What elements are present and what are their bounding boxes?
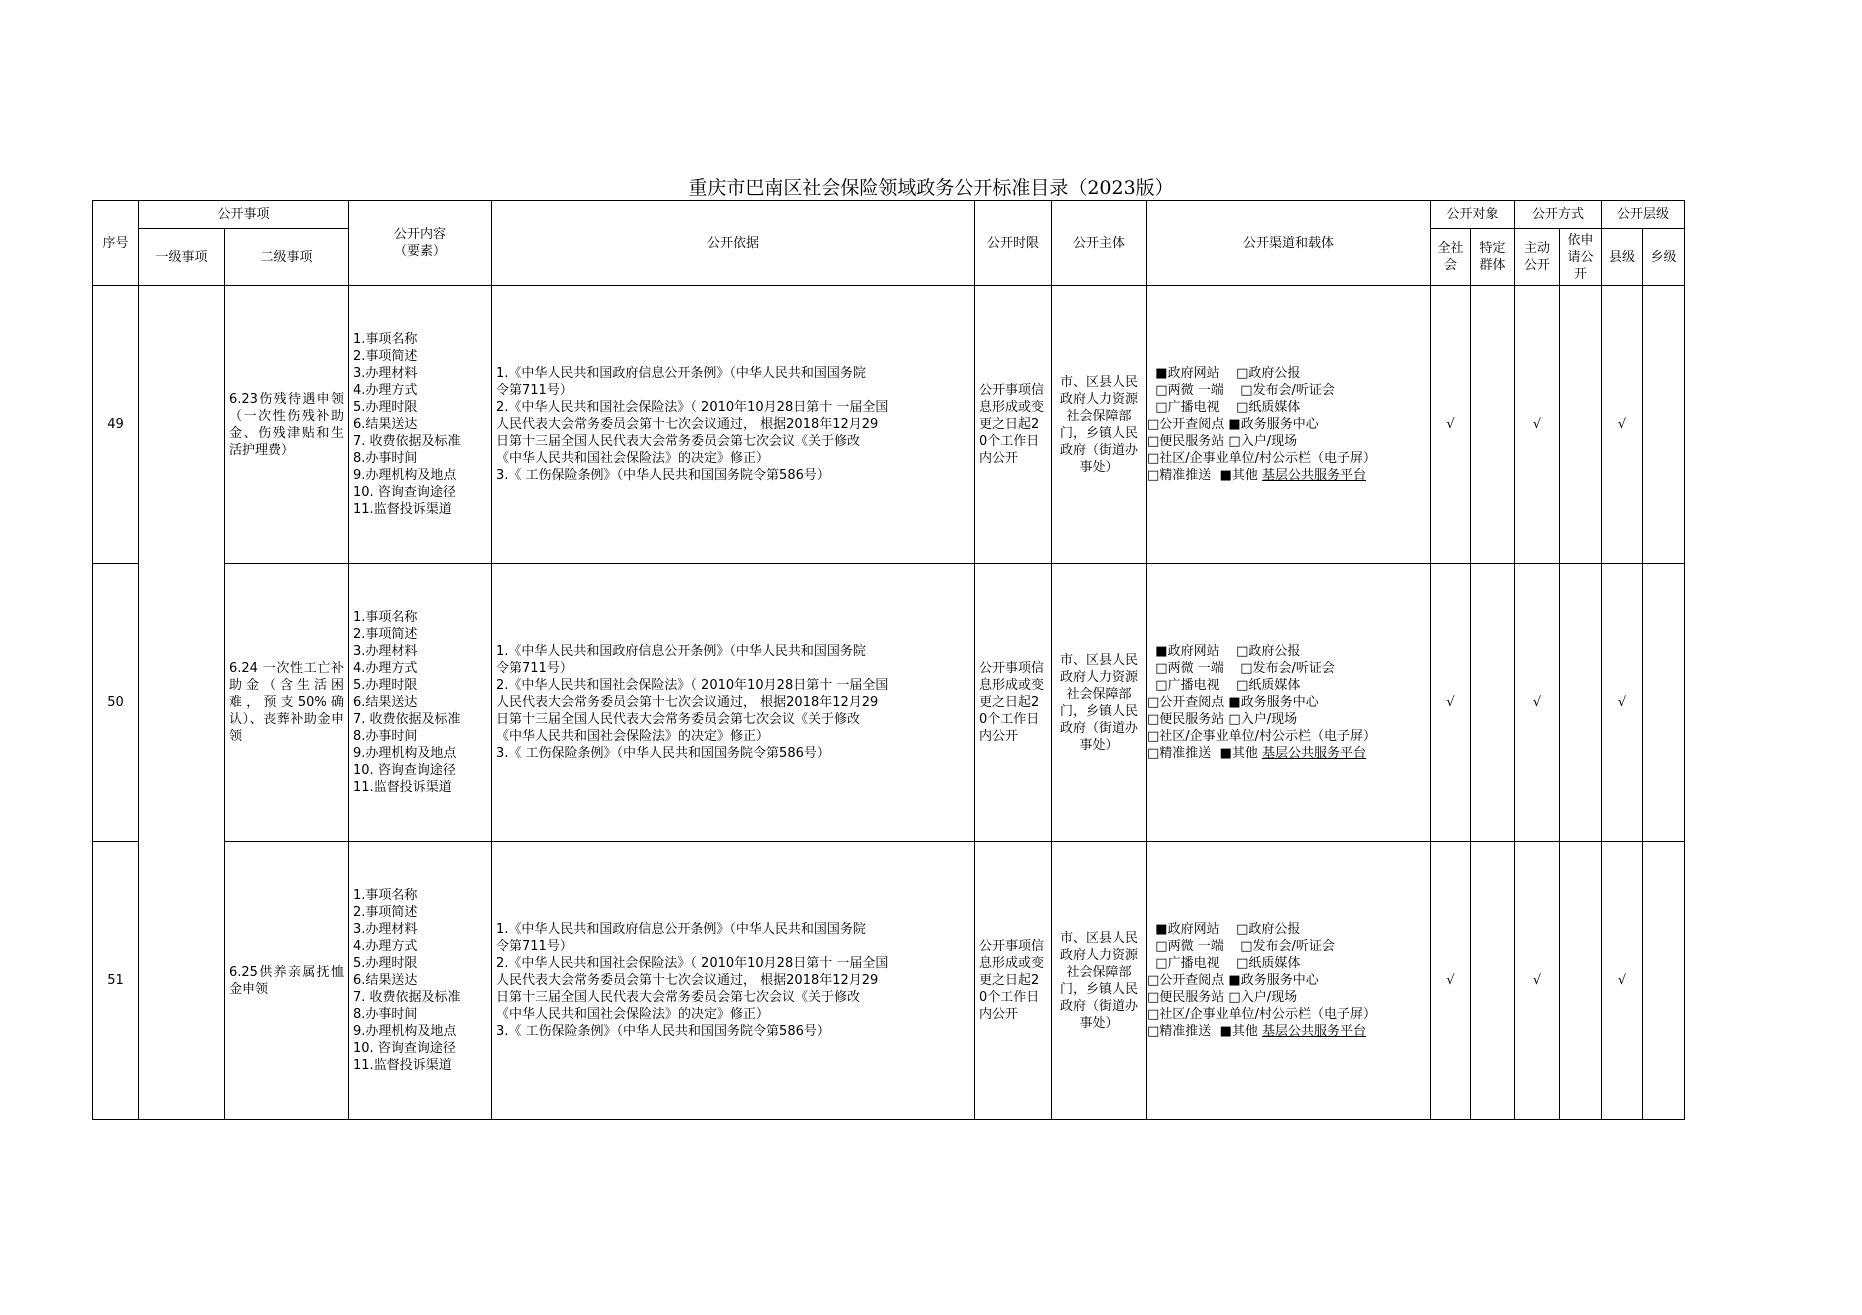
- level1-cell: [139, 286, 225, 1120]
- row-level-town: [1643, 286, 1685, 564]
- channel-line: [1147, 1006, 1430, 1023]
- list-line: 2.《中华人民共和国社会保险法》（ 2010年10月28日第十 一届全国: [496, 400, 889, 415]
- list-line: 日第十三届全国人民代表大会常务委员会第七次会议《关于修改: [496, 990, 861, 1005]
- row-target-specific: [1471, 564, 1515, 842]
- list-line: 1.《中华人民共和国政府信息公开条例》（中华人民共和国国务院: [496, 922, 866, 937]
- channel-option: □社区/企事业单位/村公示栏（电子屏）: [1147, 729, 1377, 744]
- list-line: 1.事项名称: [353, 332, 418, 347]
- row-target-all: √: [1431, 286, 1471, 564]
- channel-option: □两微 一端: [1155, 939, 1224, 954]
- list-line: 1.《中华人民共和国政府信息公开条例》（中华人民共和国国务院: [496, 366, 866, 381]
- row-seq: 51: [93, 842, 139, 1120]
- header-channels: 公开渠道和载体: [1147, 201, 1431, 286]
- list-line: 7. 收费依据及标准: [353, 712, 461, 727]
- channel-other-platform: 基层公共服务平台: [1261, 1024, 1366, 1039]
- row-content: [349, 564, 492, 842]
- list-line: 11.监督投诉渠道: [353, 502, 452, 517]
- channel-option: □公开查阅点 ■政务服务中心: [1147, 695, 1319, 710]
- row-content: [349, 286, 492, 564]
- list-line: 6.结果送达: [353, 695, 418, 710]
- list-line: 7. 收费依据及标准: [353, 990, 461, 1005]
- list-line: 3.《 工伤保险条例》（中华人民共和国国务院令第586号）: [496, 1024, 830, 1039]
- channel-option: □社区/企事业单位/村公示栏（电子屏）: [1147, 451, 1377, 466]
- channel-option: □便民服务站 □入户/现场: [1147, 434, 1298, 449]
- header-seq: 序号: [93, 201, 139, 286]
- list-line: 1.《中华人民共和国政府信息公开条例》（中华人民共和国国务院: [496, 644, 866, 659]
- channel-option: □政府公报: [1236, 366, 1301, 381]
- list-line: 5.办理时限: [353, 678, 418, 693]
- row-subject: 市、区县人民政府人力资源社会保障部门，乡镇人民政府（街道办事处）: [1052, 286, 1147, 564]
- row-method-active: √: [1515, 842, 1560, 1120]
- list-line: 11.监督投诉渠道: [353, 1058, 452, 1073]
- row-channels: [1147, 842, 1431, 1120]
- list-line: 7. 收费依据及标准: [353, 434, 461, 449]
- header-method-active: 主动公开: [1515, 229, 1560, 286]
- list-line: 1.事项名称: [353, 888, 418, 903]
- header-time-limit: 公开时限: [975, 201, 1052, 286]
- row-level2: 6.23伤残待遇申领（一次性伤残补助金、伤残津贴和生活护理费）: [225, 286, 349, 564]
- list-line: 8.办事时间: [353, 729, 418, 744]
- list-line: 8.办事时间: [353, 1007, 418, 1022]
- channel-option: □公开查阅点 ■政务服务中心: [1147, 973, 1319, 988]
- channel-option: □两微 一端: [1155, 661, 1224, 676]
- row-subject: 市、区县人民政府人力资源社会保障部门，乡镇人民政府（街道办事处）: [1052, 564, 1147, 842]
- channel-line: [1147, 972, 1430, 989]
- list-line: 3.办理材料: [353, 644, 418, 659]
- channel-other-platform: 基层公共服务平台: [1261, 468, 1366, 483]
- header-target-specific: 特定群体: [1471, 229, 1515, 286]
- disclosure-table: [92, 200, 1685, 1120]
- channel-option: □广播电视: [1155, 956, 1220, 971]
- channel-option: □纸质媒体: [1236, 956, 1301, 971]
- header-level2: 二级事项: [225, 229, 349, 286]
- header-level-town: 乡级: [1643, 229, 1685, 286]
- channel-line: [1147, 433, 1430, 450]
- list-line: 2.《中华人民共和国社会保险法》（ 2010年10月28日第十 一届全国: [496, 678, 889, 693]
- list-line: 令第711号）: [496, 383, 573, 398]
- channel-option: □便民服务站 □入户/现场: [1147, 990, 1298, 1005]
- list-line: 11.监督投诉渠道: [353, 780, 452, 795]
- channel-option: □便民服务站 □入户/现场: [1147, 712, 1298, 727]
- channel-option: □精准推送 ■其他: [1147, 746, 1262, 761]
- channel-option: □发布会/听证会: [1240, 383, 1335, 398]
- list-line: 人民代表大会常务委员会第十七次会议通过， 根据2018年12月29: [496, 695, 879, 710]
- channel-line: [1147, 938, 1430, 955]
- channel-option: □两微 一端: [1155, 383, 1224, 398]
- channel-option: □精准推送 ■其他: [1147, 468, 1262, 483]
- channel-option: □纸质媒体: [1236, 400, 1301, 415]
- list-line: 《中华人民共和国社会保险法》的决定》修正）: [496, 451, 770, 466]
- list-line: 10. 咨询查询途径: [353, 485, 456, 500]
- header-method: 公开方式: [1515, 201, 1602, 229]
- list-line: 《中华人民共和国社会保险法》的决定》修正）: [496, 729, 770, 744]
- header-basis: 公开依据: [492, 201, 975, 286]
- channel-line: [1147, 921, 1430, 938]
- list-line: 3.办理材料: [353, 922, 418, 937]
- channel-option: □发布会/听证会: [1240, 939, 1335, 954]
- row-subject: 市、区县人民政府人力资源社会保障部门，乡镇人民政府（街道办事处）: [1052, 842, 1147, 1120]
- channel-line: [1147, 660, 1430, 677]
- channel-option: □政府公报: [1236, 644, 1301, 659]
- list-line: 1.事项名称: [353, 610, 418, 625]
- row-level-county: √: [1602, 842, 1643, 1120]
- channel-option: □发布会/听证会: [1240, 661, 1335, 676]
- channel-line: [1147, 365, 1430, 382]
- row-method-apply: [1560, 564, 1602, 842]
- channel-line: [1147, 416, 1430, 433]
- list-line: 2.事项简述: [353, 349, 418, 364]
- channel-line: [1147, 450, 1430, 467]
- channel-line: [1147, 399, 1430, 416]
- header-method-apply: 依申请公开: [1560, 229, 1602, 286]
- row-basis: [492, 842, 975, 1120]
- row-method-apply: [1560, 842, 1602, 1120]
- table-row: [93, 286, 1685, 564]
- list-line: 2.《中华人民共和国社会保险法》（ 2010年10月28日第十 一届全国: [496, 956, 889, 971]
- list-line: 令第711号）: [496, 939, 573, 954]
- channel-line: [1147, 745, 1430, 762]
- channel-option: □社区/企事业单位/村公示栏（电子屏）: [1147, 1007, 1377, 1022]
- list-line: 9.办理机构及地点: [353, 1024, 457, 1039]
- channel-line: [1147, 677, 1430, 694]
- header-target-all: 全社会: [1431, 229, 1471, 286]
- list-line: 4.办理方式: [353, 661, 418, 676]
- list-line: 3.办理材料: [353, 366, 418, 381]
- channel-line: [1147, 728, 1430, 745]
- row-time-limit: 公开事项信息形成或变更之日起20个工作日内公开: [975, 564, 1052, 842]
- list-line: 9.办理机构及地点: [353, 746, 457, 761]
- channel-line: [1147, 711, 1430, 728]
- row-seq: 50: [93, 564, 139, 842]
- list-line: 3.《 工伤保险条例》（中华人民共和国国务院令第586号）: [496, 746, 830, 761]
- row-level2: 6.24 一次性工亡补助金（含生活困难，预支50%确认）、丧葬补助金申领: [225, 564, 349, 842]
- channel-line: [1147, 643, 1430, 660]
- table-row: [93, 842, 1685, 1120]
- row-method-active: √: [1515, 564, 1560, 842]
- list-line: 5.办理时限: [353, 400, 418, 415]
- channel-option: ■政府网站: [1155, 922, 1220, 937]
- row-target-all: √: [1431, 842, 1471, 1120]
- table-row: [93, 564, 1685, 842]
- channel-line: [1147, 467, 1430, 484]
- channel-option: ■政府网站: [1155, 366, 1220, 381]
- channel-option: □公开查阅点 ■政务服务中心: [1147, 417, 1319, 432]
- channel-line: [1147, 694, 1430, 711]
- row-level2: 6.25供养亲属抚恤金申领: [225, 842, 349, 1120]
- list-line: 5.办理时限: [353, 956, 418, 971]
- channel-option: □政府公报: [1236, 922, 1301, 937]
- list-line: 10. 咨询查询途径: [353, 763, 456, 778]
- document-title: 重庆市巴南区社会保险领域政务公开标准目录（2023版）: [688, 177, 1174, 199]
- header-level1: 一级事项: [139, 229, 225, 286]
- list-line: 6.结果送达: [353, 417, 418, 432]
- header-public-items: 公开事项: [139, 201, 349, 229]
- list-line: 《中华人民共和国社会保险法》的决定》修正）: [496, 1007, 770, 1022]
- channel-option: □广播电视: [1155, 678, 1220, 693]
- list-line: 人民代表大会常务委员会第十七次会议通过， 根据2018年12月29: [496, 417, 879, 432]
- header-subject: 公开主体: [1052, 201, 1147, 286]
- row-method-active: √: [1515, 286, 1560, 564]
- list-line: 日第十三届全国人民代表大会常务委员会第七次会议《关于修改: [496, 434, 861, 449]
- list-line: 9.办理机构及地点: [353, 468, 457, 483]
- row-level-county: √: [1602, 564, 1643, 842]
- channel-line: [1147, 1023, 1430, 1040]
- list-line: 10. 咨询查询途径: [353, 1041, 456, 1056]
- row-target-specific: [1471, 286, 1515, 564]
- list-line: 4.办理方式: [353, 939, 418, 954]
- row-level-town: [1643, 842, 1685, 1120]
- channel-option: □广播电视: [1155, 400, 1220, 415]
- row-content: [349, 842, 492, 1120]
- channel-line: [1147, 382, 1430, 399]
- channel-option: □精准推送 ■其他: [1147, 1024, 1262, 1039]
- list-line: 3.《 工伤保险条例》（中华人民共和国国务院令第586号）: [496, 468, 830, 483]
- list-line: 令第711号）: [496, 661, 573, 676]
- list-line: 人民代表大会常务委员会第十七次会议通过， 根据2018年12月29: [496, 973, 879, 988]
- row-target-specific: [1471, 842, 1515, 1120]
- row-level-town: [1643, 564, 1685, 842]
- row-seq: 49: [93, 286, 139, 564]
- header-target: 公开对象: [1431, 201, 1515, 229]
- channel-other-platform: 基层公共服务平台: [1261, 746, 1366, 761]
- list-line: 8.办事时间: [353, 451, 418, 466]
- row-target-all: √: [1431, 564, 1471, 842]
- list-line: 日第十三届全国人民代表大会常务委员会第七次会议《关于修改: [496, 712, 861, 727]
- row-basis: [492, 564, 975, 842]
- list-line: 4.办理方式: [353, 383, 418, 398]
- list-line: 2.事项简述: [353, 627, 418, 642]
- list-line: 2.事项简述: [353, 905, 418, 920]
- row-channels: [1147, 286, 1431, 564]
- channel-option: ■政府网站: [1155, 644, 1220, 659]
- channel-line: [1147, 955, 1430, 972]
- channel-line: [1147, 989, 1430, 1006]
- row-basis: [492, 286, 975, 564]
- list-line: 6.结果送达: [353, 973, 418, 988]
- row-method-apply: [1560, 286, 1602, 564]
- row-level-county: √: [1602, 286, 1643, 564]
- channel-option: □纸质媒体: [1236, 678, 1301, 693]
- row-time-limit: 公开事项信息形成或变更之日起20个工作日内公开: [975, 842, 1052, 1120]
- row-channels: [1147, 564, 1431, 842]
- header-level-county: 县级: [1602, 229, 1643, 286]
- row-time-limit: 公开事项信息形成或变更之日起20个工作日内公开: [975, 286, 1052, 564]
- header-content: 公开内容 （要素）: [349, 201, 492, 286]
- header-level: 公开层级: [1602, 201, 1685, 229]
